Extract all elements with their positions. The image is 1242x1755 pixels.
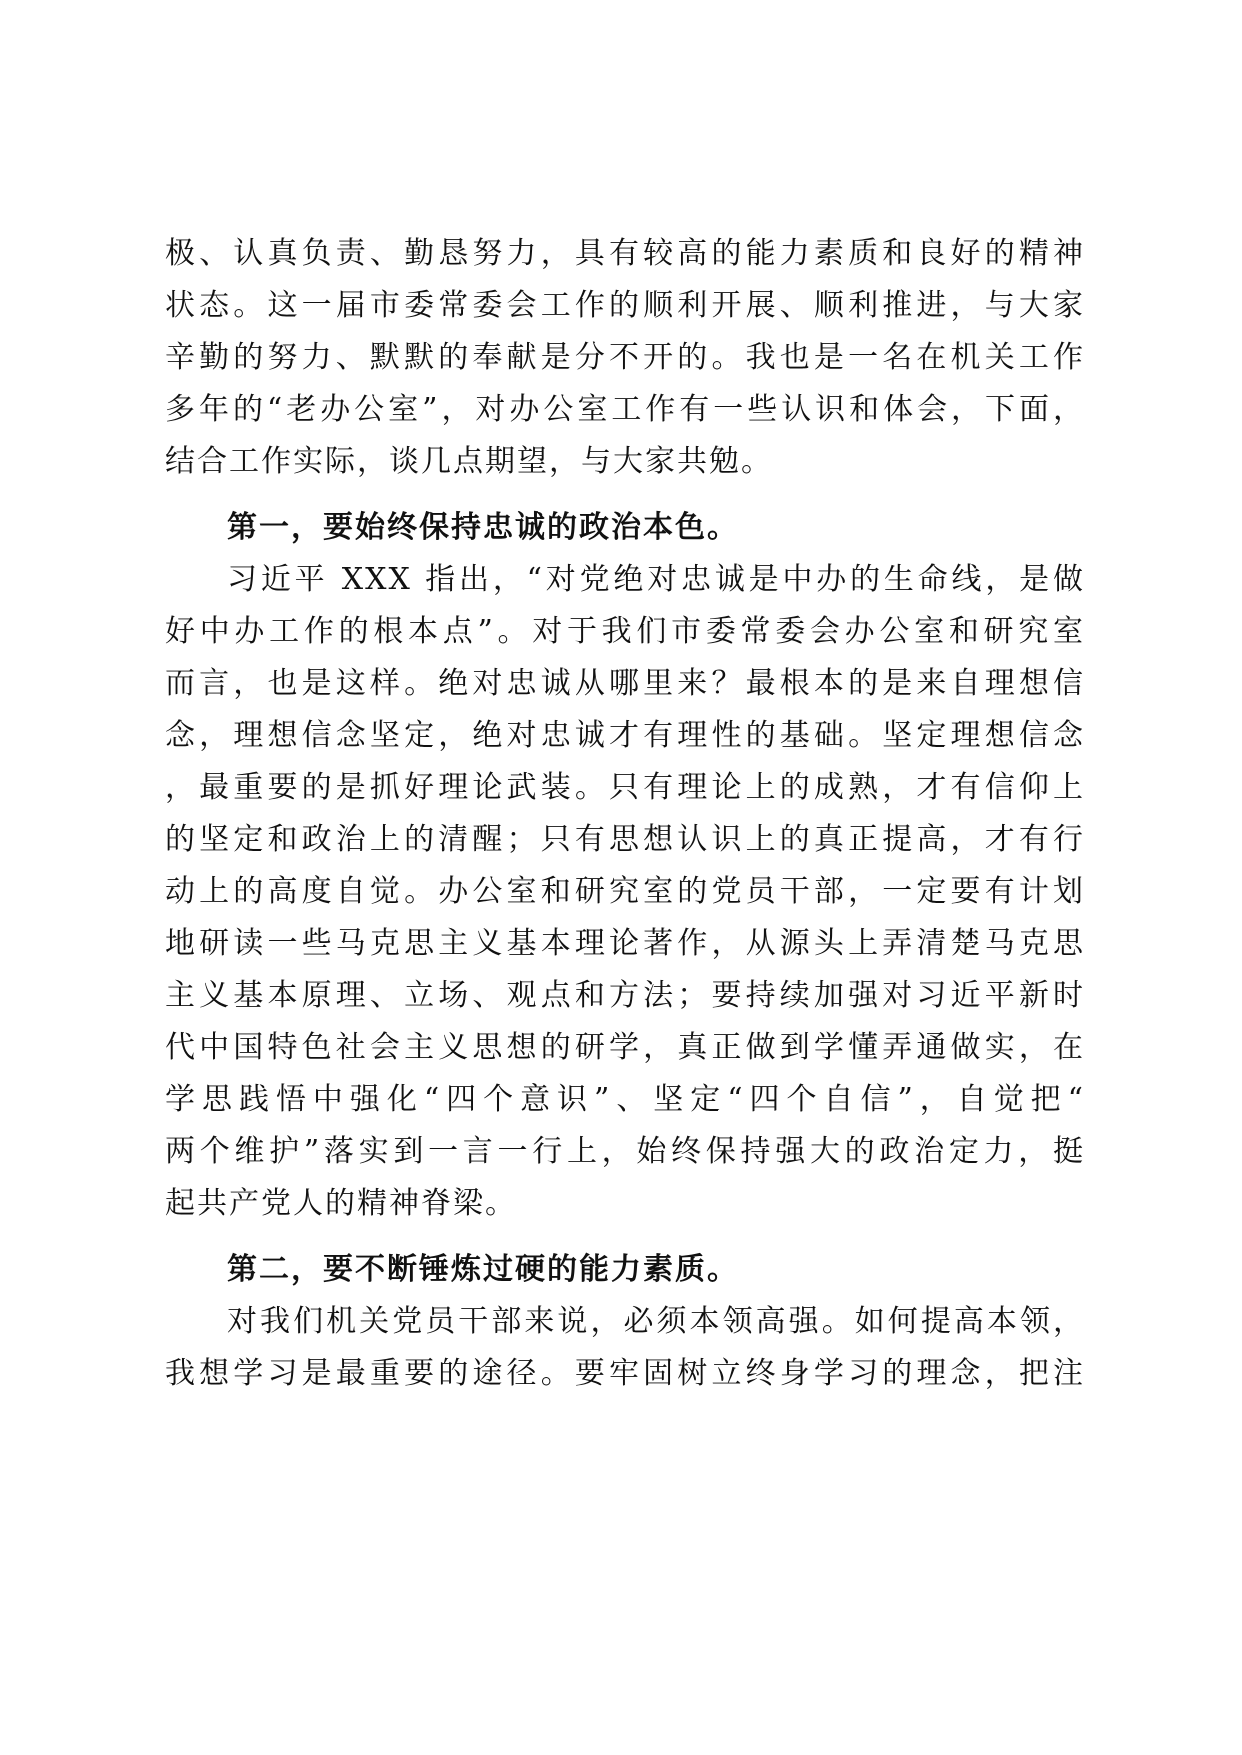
text-line: 主义基本原理、立场、观点和方法；要持续加强对习近平新时 (165, 978, 1085, 1013)
text-line: 结合工作实际，谈几点期望，与大家共勉。 (165, 444, 773, 479)
text-line: 习近平 XXX 指出，“对党绝对忠诚是中办的生命线，是做 (227, 562, 1085, 597)
text-line: 好中办工作的根本点”。对于我们市委常委会办公室和研究室 (165, 614, 1085, 649)
text-line: 多年的“老办公室”，对办公室工作有一些认识和体会，下面， (165, 392, 1085, 427)
text-line: 的坚定和政治上的清醒；只有思想认识上的真正提高，才有行 (165, 822, 1085, 857)
text-line: 两个维护”落实到一言一行上，始终保持强大的政治定力，挺 (165, 1134, 1085, 1169)
section-1-paragraph (165, 554, 1085, 1230)
text-line: 而言，也是这样。绝对忠诚从哪里来？最根本的是来自理想信 (165, 666, 1085, 701)
section-heading-2: 第二，要不断锤炼过硬的能力素质。 (227, 1252, 739, 1287)
text-line: 状态。这一届市委常委会工作的顺利开展、顺利推进，与大家 (165, 288, 1085, 323)
intro-paragraph (165, 228, 1085, 488)
section-heading-1: 第一，要始终保持忠诚的政治本色。 (227, 510, 739, 545)
text-line: 极、认真负责、勤恳努力，具有较高的能力素质和良好的精神 (165, 236, 1085, 271)
text-line: 念，理想信念坚定，绝对忠诚才有理性的基础。坚定理想信念 (165, 718, 1085, 753)
text-line: 我想学习是最重要的途径。要牢固树立终身学习的理念，把注 (165, 1356, 1085, 1391)
text-line: 动上的高度自觉。办公室和研究室的党员干部，一定要有计划 (165, 874, 1085, 909)
text-line: 起共产党人的精神脊梁。 (165, 1186, 517, 1221)
document-body (165, 228, 1085, 1400)
section-2-paragraph (165, 1296, 1085, 1400)
text-line: 对我们机关党员干部来说，必须本领高强。如何提高本领， (227, 1304, 1085, 1339)
text-line: 学思践悟中强化“四个意识”、坚定“四个自信”，自觉把“ (165, 1082, 1085, 1117)
text-line: 代中国特色社会主义思想的研学，真正做到学懂弄通做实，在 (165, 1030, 1085, 1065)
text-line: 辛勤的努力、默默的奉献是分不开的。我也是一名在机关工作 (165, 340, 1085, 375)
text-line: 地研读一些马克思主义基本理论著作，从源头上弄清楚马克思 (165, 926, 1085, 961)
text-line: ，最重要的是抓好理论武装。只有理论上的成熟，才有信仰上 (165, 770, 1085, 805)
